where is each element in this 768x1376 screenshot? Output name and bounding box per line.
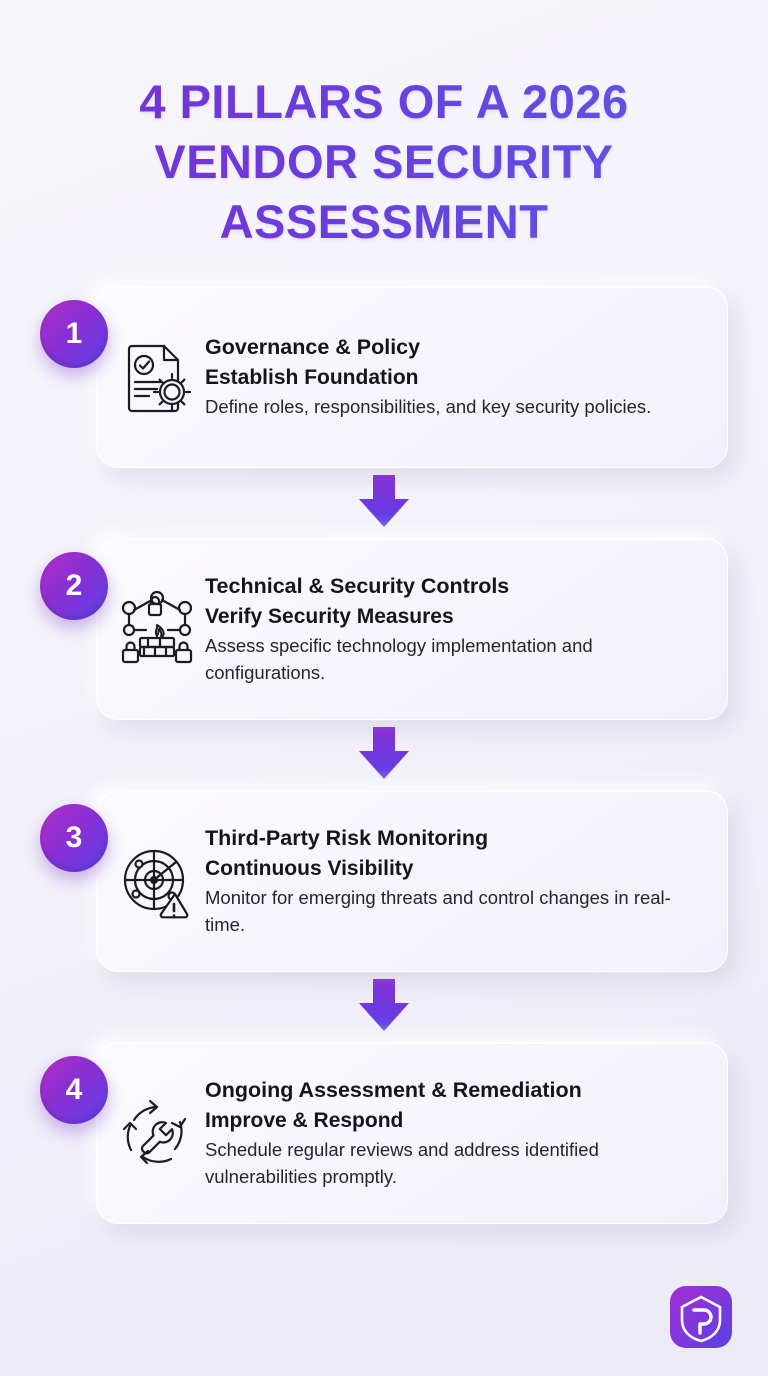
arrow-1-to-2 [0, 472, 768, 534]
shield-logo [668, 1284, 734, 1350]
step-title-3: Third-Party Risk Monitoring [205, 826, 489, 851]
step-subtitle-2: Verify Security Measures [205, 604, 454, 628]
step-card-4[interactable] [96, 1042, 728, 1224]
step-card-2[interactable] [96, 538, 728, 720]
page-title: 4 PILLARS OF A 2026 VENDOR SECURITY ASSESSMENT [48, 72, 720, 252]
step-title-1: Governance & Policy [205, 335, 421, 360]
steps-list [0, 286, 768, 1224]
step-title-2: Technical & Security Controls [205, 574, 510, 599]
step-description-2: Assess specific technology implementation and configurations. [205, 635, 593, 683]
network-firewall-lock-icon [111, 583, 203, 675]
cycle-wrench-icon [111, 1087, 203, 1179]
step-number-badge-2: 2 [40, 552, 108, 620]
step-title-4: Ongoing Assessment & Remediation [205, 1078, 582, 1103]
step-number-badge-3: 3 [40, 804, 108, 872]
step-4 [65, 1042, 728, 1224]
step-number-badge-4: 4 [40, 1056, 108, 1124]
step-3 [65, 790, 728, 972]
title-section [0, 0, 768, 252]
radar-warning-icon [111, 835, 203, 927]
arrow-2-to-3 [0, 724, 768, 786]
document-check-gear-icon [111, 331, 203, 423]
step-description-1: Define roles, responsibilities, and key security policies. [205, 396, 652, 418]
step-subtitle-4: Improve & Respond [205, 1108, 404, 1132]
step-card-3[interactable] [96, 790, 728, 972]
step-1 [65, 286, 728, 468]
step-description-3: Monitor for emerging threats and control changes in real-time. [205, 887, 671, 935]
step-card-1[interactable] [96, 286, 728, 468]
step-number-badge-1: 1 [40, 300, 108, 368]
step-subtitle-3: Continuous Visibility [205, 856, 414, 880]
step-2 [65, 538, 728, 720]
step-subtitle-1: Establish Foundation [205, 365, 419, 389]
step-description-4: Schedule regular reviews and address identified vulnerabilities promptly. [205, 1139, 599, 1187]
arrow-3-to-4 [0, 976, 768, 1038]
